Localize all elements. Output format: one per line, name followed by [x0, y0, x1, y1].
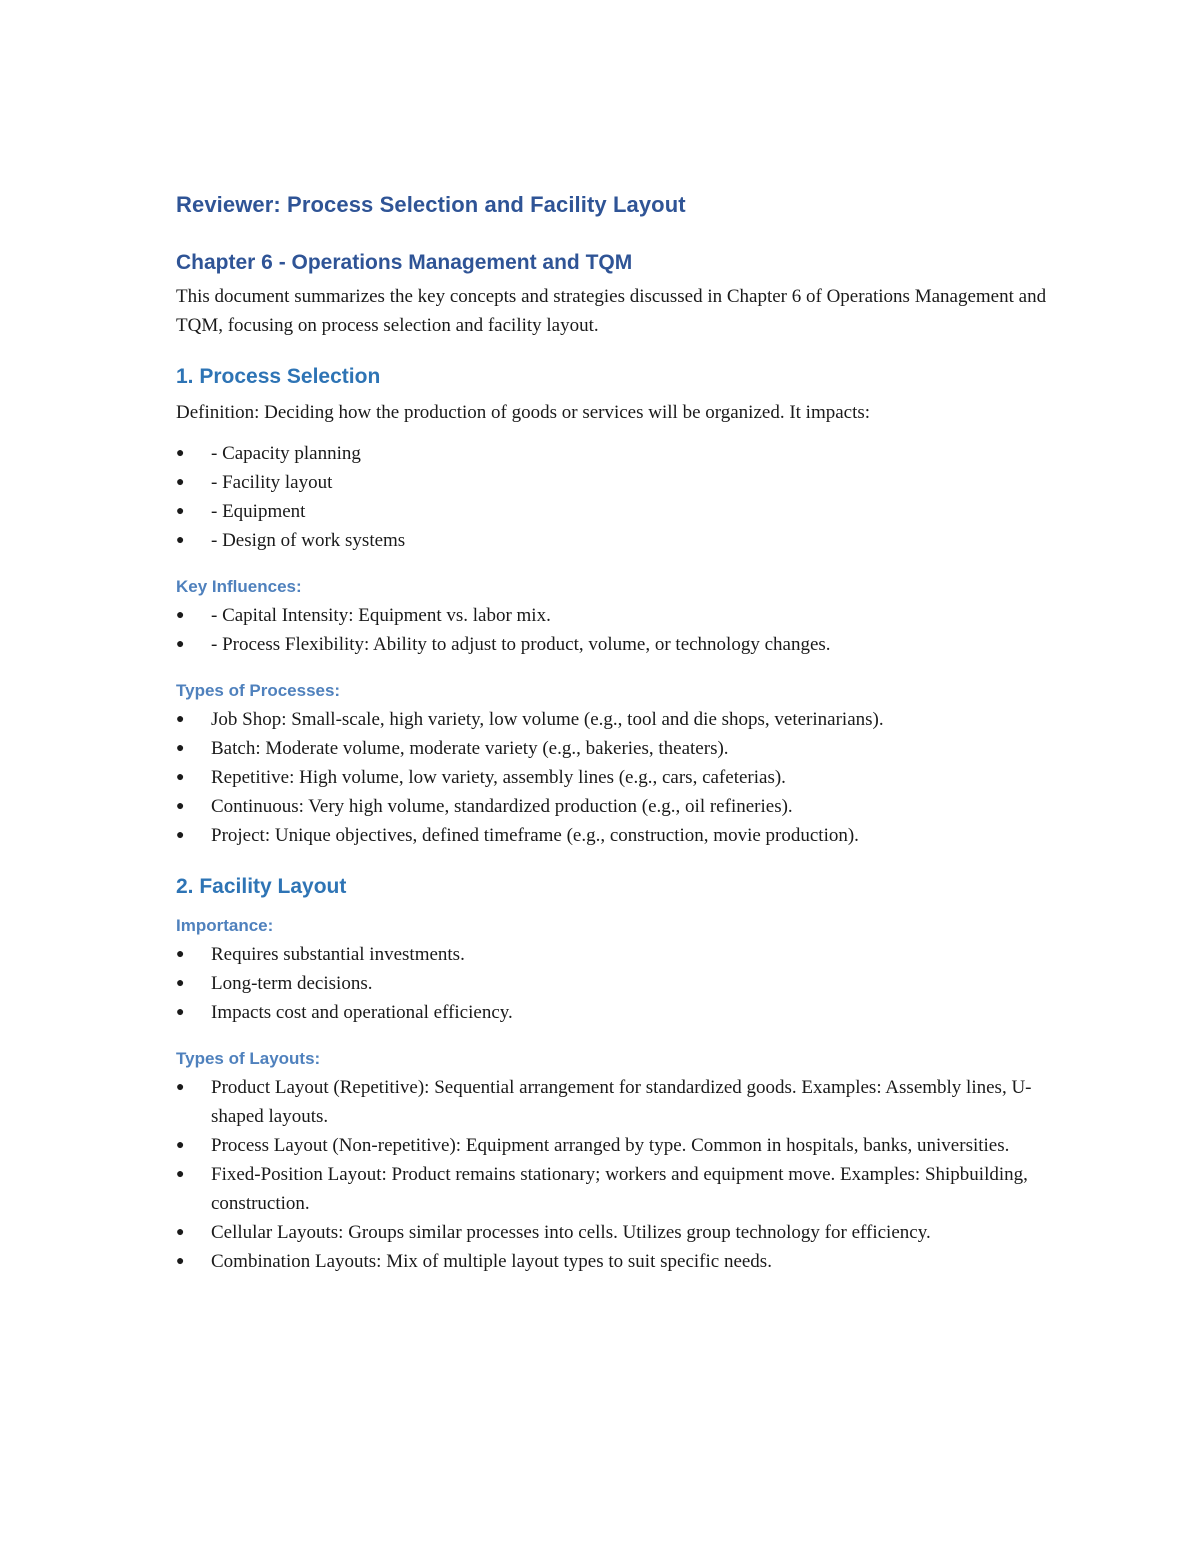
list-item: ● Repetitive: High volume, low variety, assembly lines (e.g., cars, cafeterias). — [176, 763, 1056, 792]
list-item: ● Combination Layouts: Mix of multiple layout types to suit specific needs. — [176, 1247, 1056, 1276]
bullet-icon: ● — [176, 637, 185, 652]
bullet-icon: ● — [176, 1005, 185, 1020]
key-influences-list — [176, 601, 1056, 659]
bullet-icon: ● — [176, 1225, 185, 1240]
bullet-icon: ● — [176, 475, 185, 490]
list-item: ● Continuous: Very high volume, standardized production (e.g., oil refineries). — [176, 792, 1056, 821]
list-item: ● Fixed-Position Layout: Product remains stationary; workers and equipment move. Examples: Shipbuilding, construction. — [176, 1160, 1056, 1218]
intro-paragraph: This document summarizes the key concepts and strategies discussed in Chapter 6 of Operations Management and TQM, focusing on process selection and facility layout. — [176, 286, 1047, 336]
bullet-icon: ● — [176, 828, 185, 843]
bullet-icon: ● — [176, 1254, 185, 1269]
section-facility-layout-heading: 2. Facility Layout — [176, 875, 347, 898]
list-item: ● - Process Flexibility: Ability to adjust to product, volume, or technology changes. — [176, 630, 1056, 659]
list-item: ● Batch: Moderate volume, moderate variety (e.g., bakeries, theaters). — [176, 734, 1056, 763]
bullet-icon: ● — [176, 712, 185, 727]
document-title: Reviewer: Process Selection and Facility Layout — [176, 192, 686, 217]
list-item: ● - Equipment — [176, 497, 1056, 526]
importance-list — [176, 940, 1056, 1027]
bullet-icon: ● — [176, 533, 185, 548]
chapter-heading: Chapter 6 - Operations Management and TQM — [176, 251, 633, 274]
types-of-layouts-list — [176, 1073, 1056, 1276]
list-item: ● Requires substantial investments. — [176, 940, 1056, 969]
list-item: ● - Capital Intensity: Equipment vs. labor mix. — [176, 601, 1056, 630]
bullet-icon: ● — [176, 608, 185, 623]
bullet-icon: ● — [176, 446, 185, 461]
list-item: ● Process Layout (Non-repetitive): Equipment arranged by type. Common in hospitals, banks, universities. — [176, 1131, 1056, 1160]
types-of-processes-heading: Types of Processes: — [176, 681, 341, 700]
process-selection-definition: Definition: Deciding how the production of goods or services will be organized. It impacts: — [176, 402, 871, 423]
list-item: ● - Design of work systems — [176, 526, 1056, 555]
bullet-icon: ● — [176, 1138, 185, 1153]
list-item: ● Long-term decisions. — [176, 969, 1056, 998]
bullet-icon: ● — [176, 947, 185, 962]
bullet-icon: ● — [176, 976, 185, 991]
list-item: ● Product Layout (Repetitive): Sequential arrangement for standardized goods. Examples: Assembly lines, U-shaped layouts. — [176, 1073, 1056, 1131]
section-process-selection-heading: 1. Process Selection — [176, 365, 381, 388]
list-item: ● Job Shop: Small-scale, high variety, low volume (e.g., tool and die shops, veterinarians). — [176, 705, 1056, 734]
types-of-processes-list — [176, 705, 1056, 850]
list-item: ● - Capacity planning — [176, 439, 1056, 468]
document-page — [176, 188, 1056, 1276]
bullet-icon: ● — [176, 799, 185, 814]
key-influences-heading: Key Influences: — [176, 577, 302, 596]
list-item: ● Impacts cost and operational efficiency. — [176, 998, 1056, 1027]
bullet-icon: ● — [176, 1080, 185, 1095]
list-item: ● Cellular Layouts: Groups similar processes into cells. Utilizes group technology for efficiency. — [176, 1218, 1056, 1247]
bullet-icon: ● — [176, 741, 185, 756]
list-item: ● - Facility layout — [176, 468, 1056, 497]
importance-heading: Importance: — [176, 916, 274, 935]
list-item: ● Project: Unique objectives, defined timeframe (e.g., construction, movie production). — [176, 821, 1056, 850]
bullet-icon: ● — [176, 504, 185, 519]
bullet-icon: ● — [176, 770, 185, 785]
impacts-list — [176, 439, 1056, 555]
bullet-icon: ● — [176, 1167, 185, 1182]
types-of-layouts-heading: Types of Layouts: — [176, 1049, 321, 1068]
